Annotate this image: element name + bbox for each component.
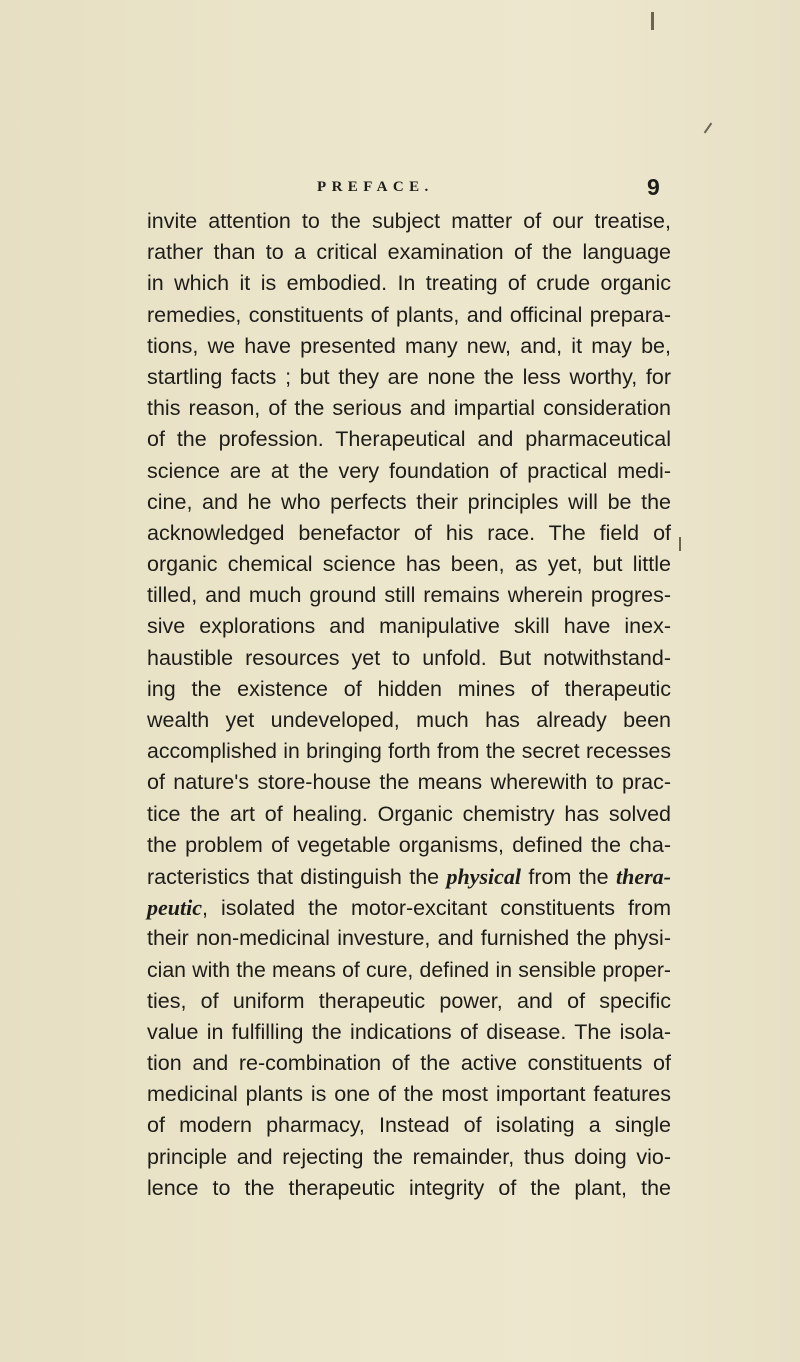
text-line: tice the art of healing. Organic chemistry has solved: [147, 801, 671, 826]
text-line: medicinal plants is one of the most important features: [147, 1082, 671, 1107]
text-line: value in fulfilling the indications of disease. The isola-: [147, 1019, 671, 1044]
text-line: remedies, constituents of plants, and officinal prepara-: [147, 302, 671, 327]
text-line: ing the existence of hidden mines of therapeutic: [147, 676, 671, 701]
text-line: wealth yet undeveloped, much has already been: [147, 708, 671, 732]
text-line: ties, of uniform therapeutic power, and of specific: [147, 988, 671, 1013]
text-line: the problem of vegetable organisms, defined the cha-: [147, 832, 671, 857]
text-line: of nature's store-house the means wherewith to prac-: [147, 770, 671, 795]
italic-term: physical: [446, 863, 522, 889]
page-edge-mark: [651, 12, 654, 30]
text-line: haustible resources yet to unfold. But notwithstand-: [147, 645, 671, 670]
text-line: principle and rejecting the remainder, thus doing vio-: [147, 1144, 671, 1169]
text-line: cine, and he who perfects their principles will be the: [147, 489, 671, 514]
text-line: of modern pharmacy, Instead of isolating a single: [147, 1113, 671, 1138]
body-text: [147, 206, 671, 1204]
running-title: PREFACE.: [317, 179, 434, 195]
text-line: this reason, of the serious and impartial consideration: [147, 396, 671, 421]
text-line: their non-medicinal investure, and furnished the physi-: [147, 926, 671, 951]
running-header: [0, 172, 800, 202]
page-edge-mark: [704, 123, 713, 134]
text-line: startling facts ; but they are none the less worthy, for: [147, 364, 671, 389]
page-number: 9: [647, 174, 660, 200]
italic-term: thera-: [616, 863, 671, 889]
text-line: cian with the means of cure, defined in sensible proper-: [147, 957, 671, 982]
text-line: lence to the therapeutic integrity of the plant, the: [147, 1175, 671, 1200]
text-line: tilled, and much ground still remains wherein progres-: [147, 583, 671, 608]
text-line: tion and re-combination of the active constituents of: [147, 1051, 671, 1076]
text-line: in which it is embodied. In treating of crude organic: [147, 271, 671, 296]
text-line: tions, we have presented many new, and, it may be,: [147, 333, 671, 358]
text-line: racteristics that distinguish the physical from the thera-: [147, 863, 671, 889]
text-line: peutic, isolated the motor-excitant constituents from: [147, 895, 671, 921]
text-line: accomplished in bringing forth from the secret recesses: [147, 739, 671, 764]
text-line: invite attention to the subject matter of our treatise,: [147, 209, 671, 233]
text-line: sive explorations and manipulative skill have inex-: [147, 614, 671, 639]
text-line: science are at the very foundation of practical medi-: [147, 458, 671, 483]
italic-term: peutic: [147, 895, 202, 921]
page-edge-mark: [679, 537, 681, 551]
text-line: acknowledged benefactor of his race. The field of: [147, 520, 671, 545]
text-line: organic chemical science has been, as yet, but little: [147, 552, 671, 577]
text-line: of the profession. Therapeutical and pharmaceutical: [147, 427, 671, 452]
text-line: rather than to a critical examination of the language: [147, 240, 671, 265]
